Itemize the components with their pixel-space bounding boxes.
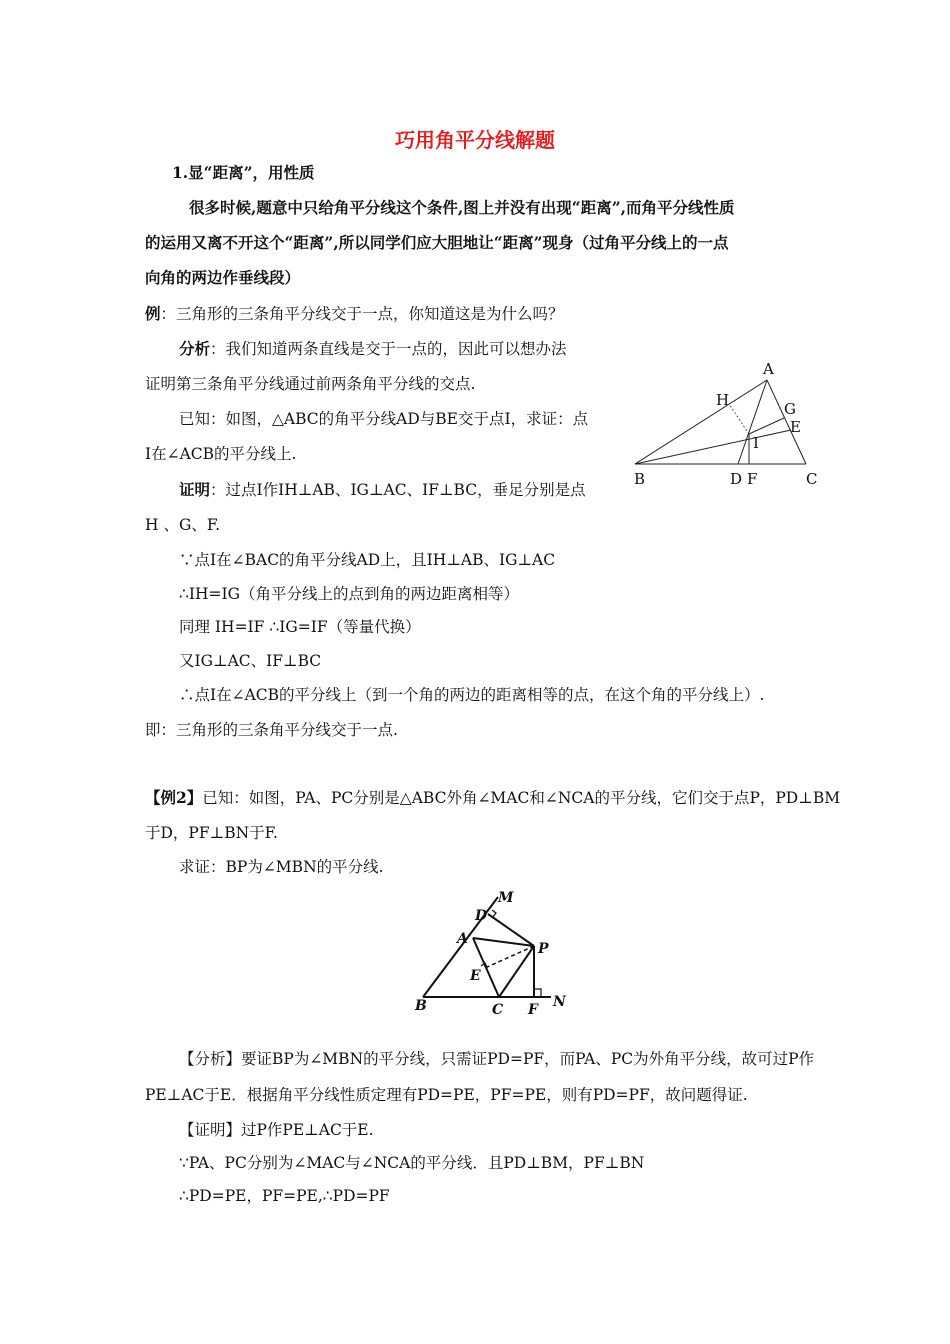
analysis-label: 分析 <box>179 339 211 358</box>
label-p: P <box>538 941 549 957</box>
example2-given-text-1: 已知：如图，PA、PC分别是△ABC外角∠MAC和∠NCA的平分线，它们交于点P，PD⊥BM <box>202 789 841 807</box>
triangle-figure-1 <box>628 356 828 491</box>
label-f: F <box>528 1002 538 1018</box>
label-g: G <box>784 400 796 418</box>
example2-proof-line-3: ∴PD=PE，PF=PE,∴PD=PF <box>179 1187 390 1205</box>
given-line-2: I在∠ACB的平分线上. <box>145 445 297 463</box>
triangle-figure-2 <box>405 888 585 1023</box>
proof-text-1: ：过点I作IH⊥AB、IG⊥AC、IF⊥BC，垂足分别是点 <box>210 481 586 499</box>
right-angle-f <box>534 989 541 997</box>
example2-proof-line-2: ∵PA、PC分别为∠MAC与∠NCA的平分线．且PD⊥BM，PF⊥BN <box>179 1154 645 1172</box>
example1-question-text: ：三角形的三条角平分线交于一点，你知道这是为什么吗？ <box>160 305 564 323</box>
analysis-text-1: ：我们知道两条直线是交于一点的，因此可以想办法 <box>210 340 567 358</box>
label-a: A <box>763 360 774 378</box>
proof-line-6: 又IG⊥AC、IF⊥BC <box>179 652 322 670</box>
given-line-1: 已知：如图，△ABC的角平分线AD与BE交于点I，求证：点 <box>179 410 589 428</box>
proof-line-8: 即：三角形的三条角平分线交于一点. <box>145 721 398 739</box>
label-e: E <box>470 968 481 984</box>
label-n: N <box>553 994 566 1010</box>
document-title: 巧用角平分线解题 <box>395 128 555 152</box>
label-m: M <box>498 890 514 906</box>
analysis-line-2: 证明第三条角平分线通过前两条角平分线的交点. <box>145 375 476 393</box>
proof-line-5: 同理 IH=IF ∴IG=IF（等量代换） <box>179 618 421 636</box>
label-i: I <box>753 434 759 452</box>
example2-analysis-line-1: 【分析】要证BP为∠MBN的平分线，只需证PD=PF，而PA、PC为外角平分线，故可过P作 <box>179 1050 815 1068</box>
example2-label: 【例2】 <box>145 788 203 807</box>
section-heading: 1.显“距离”，用性质 <box>172 163 315 182</box>
label-a: A <box>457 931 468 947</box>
proof-label: 证明 <box>179 480 211 499</box>
proof-line-2: H 、G、F. <box>145 516 221 534</box>
intro-line-3: 向角的两边作垂线段） <box>145 268 301 287</box>
segment-cp <box>499 946 534 997</box>
label-h: H <box>716 391 730 409</box>
example2-prove: 求证：BP为∠MBN的平分线. <box>179 858 384 876</box>
proof-line-7: ∴点I在∠ACB的平分线上（到一个角的两边的距离相等的点，在这个角的平分线上）. <box>179 686 765 704</box>
label-b: B <box>415 998 427 1014</box>
label-d: D <box>730 470 743 488</box>
example2-given-line-2: 于D，PF⊥BN于F. <box>145 824 278 842</box>
example2-proof-line-1: 【证明】过P作PE⊥AC于E. <box>179 1121 374 1139</box>
label-d: D <box>475 908 488 924</box>
proof-line-1 <box>179 480 586 500</box>
example1-label: 例 <box>145 304 161 323</box>
perp-ig <box>749 418 784 434</box>
proof-line-3: ∵点I在∠BAC的角平分线AD上，且IH⊥AB、IG⊥AC <box>179 551 556 569</box>
example2-given-line-1 <box>145 788 840 808</box>
analysis-line-1 <box>179 339 567 359</box>
label-c: C <box>492 1002 504 1018</box>
intro-line-2: 的运用又离不开这个“距离”,所以同学们应大胆地让“距离”现身（过角平分线上的一点 <box>145 233 729 252</box>
example2-analysis-line-2: PE⊥AC于E．根据角平分线性质定理有PD=PE，PF=PE，则有PD=PF，故问题得证. <box>145 1086 748 1104</box>
perp-ih <box>729 404 749 434</box>
intro-line-1: 很多时候,题意中只给角平分线这个条件,图上并没有出现“距离”,而角平分线性质 <box>189 198 735 217</box>
label-f: F <box>747 470 758 488</box>
label-b: B <box>634 470 646 488</box>
proof-line-4: ∴IH=IG（角平分线上的点到角的两边距离相等） <box>179 585 519 603</box>
right-angle-d <box>492 910 496 918</box>
label-e: E <box>790 418 801 436</box>
side-ab <box>635 380 767 464</box>
bisector-be <box>635 430 791 464</box>
label-c: C <box>806 470 818 488</box>
example1-question <box>145 304 564 324</box>
